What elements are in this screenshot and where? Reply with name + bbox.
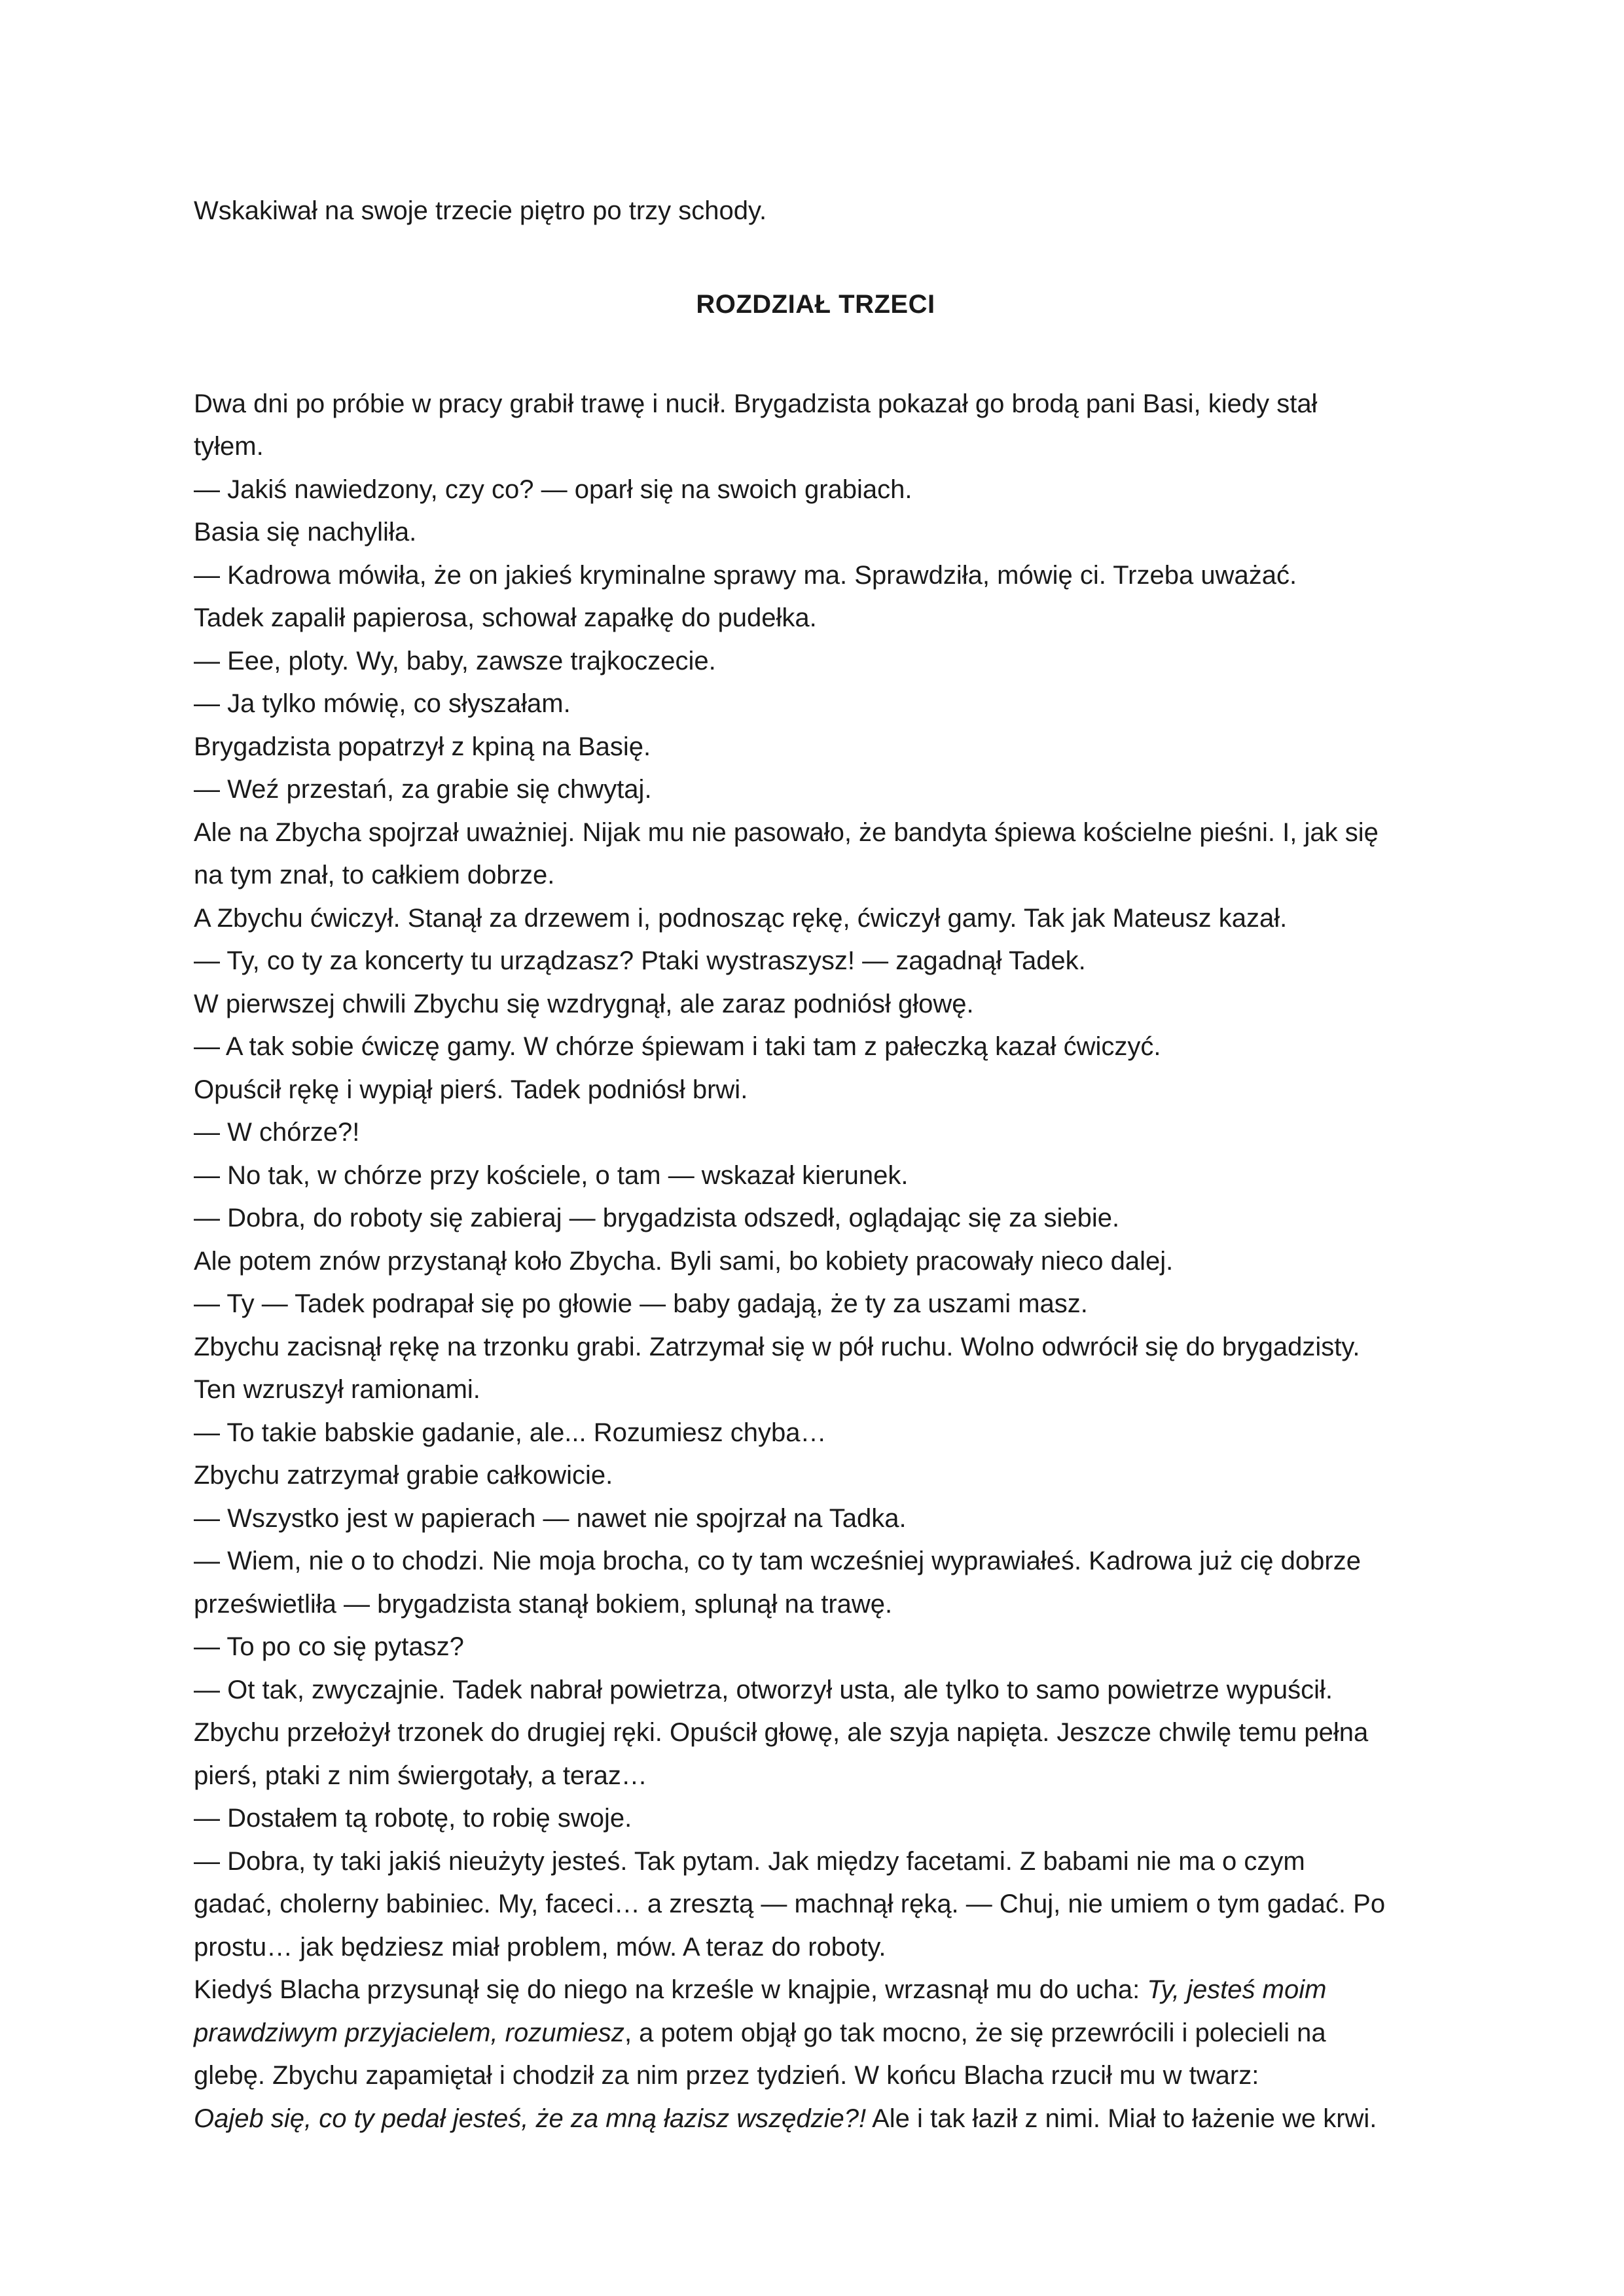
text-line <box>194 640 1437 683</box>
text-line <box>194 425 1437 469</box>
text-run: Ten wzruszył ramionami. <box>194 1375 480 1404</box>
text-run: — W chórze?! <box>194 1118 360 1147</box>
text-line <box>194 1669 1437 1712</box>
text-run: — Ja tylko mówię, co słyszałam. <box>194 689 571 718</box>
text-line <box>194 1069 1437 1112</box>
text-line <box>194 1840 1437 1884</box>
text-run: Basia się nachyliła. <box>194 518 417 547</box>
text-line <box>194 1369 1437 1412</box>
text-line <box>194 1926 1437 1969</box>
text-run: — To takie babskie gadanie, ale... Rozumiesz chyba… <box>194 1418 827 1447</box>
text-run: Ale i tak łaził z nimi. Miał to łażenie we krwi. <box>866 2104 1377 2133</box>
text-run: Zbychu zatrzymał grabie całkowicie. <box>194 1461 613 1490</box>
text-line <box>194 1626 1437 1669</box>
text-line <box>194 2012 1437 2055</box>
text-run: glebę. Zbychu zapamiętał i chodził za nim przez tydzień. W końcu Blacha rzucił mu w twarz: <box>194 2061 1259 2090</box>
text-run: A Zbychu ćwiczył. Stanął za drzewem i, podnosząc rękę, ćwiczył gamy. Tak jak Mateusz kazał. <box>194 903 1288 933</box>
text-run: — Eee, ploty. Wy, baby, zawsze trajkoczecie. <box>194 646 716 675</box>
text-line <box>194 854 1437 897</box>
text-run: Ale na Zbycha spojrzał uważniej. Nijak mu nie pasowało, że bandyta śpiewa kościelne pieśni. I, jak się <box>194 817 1379 847</box>
text-line <box>194 2098 1437 2141</box>
document-page <box>194 190 1437 2140</box>
opening-line: Wskakiwał na swoje trzecie piętro po trzy schody. <box>194 196 767 225</box>
text-line <box>194 983 1437 1026</box>
text-line <box>194 383 1437 426</box>
text-line <box>194 1240 1437 1283</box>
text-line <box>194 469 1437 512</box>
text-run: prostu… jak będziesz miał problem, mów. A teraz do roboty. <box>194 1932 886 1962</box>
chapter-title: ROZDZIAŁ TRZECI <box>696 289 935 319</box>
text-line <box>194 1712 1437 1755</box>
text-run: — Dobra, do roboty się zabieraj — brygadzista odszedł, oglądając się za siebie. <box>194 1204 1120 1232</box>
text-run: — Wiem, nie o to chodzi. Nie moja brocha, co ty tam wcześniej wyprawiałeś. Kadrowa już cię dobrze <box>194 1547 1361 1575</box>
text-line <box>194 1026 1437 1069</box>
text-line <box>194 726 1437 769</box>
text-line <box>194 1283 1437 1326</box>
text-line <box>194 1969 1437 2012</box>
text-line <box>194 897 1437 941</box>
text-run: — A tak sobie ćwiczę gamy. W chórze śpiewam i taki tam z pałeczką kazał ćwiczyć. <box>194 1032 1161 1061</box>
text-run: — Ot tak, zwyczajnie. Tadek nabrał powietrza, otworzył usta, ale tylko to samo powietrze wypuścił. <box>194 1675 1333 1704</box>
text-line <box>194 554 1437 598</box>
text-line <box>194 1540 1437 1583</box>
text-run: tyłem. <box>194 432 264 461</box>
text-line <box>194 1197 1437 1240</box>
text-run: — Kadrowa mówiła, że on jakieś kryminalne sprawy ma. Sprawdziła, mówię ci. Trzeba uważać. <box>194 560 1297 590</box>
text-run: Zbychu zacisnął rękę na trzonku grabi. Zatrzymał się w pół ruchu. Wolno odwrócił się do brygadzisty. <box>194 1332 1360 1361</box>
text-line <box>194 768 1437 812</box>
text-line <box>194 1755 1437 1798</box>
text-run: gadać, cholerny babiniec. My, faceci… a zresztą — machnął ręką. — Chuj, nie umiem o tym gadać. Po <box>194 1890 1386 1918</box>
text-run: Opuścił rękę i wypiął pierś. Tadek podniósł brwi. <box>194 1075 748 1104</box>
text-line <box>194 812 1437 855</box>
text-line <box>194 1412 1437 1455</box>
text-run: pierś, ptaki z nim świergotały, a teraz… <box>194 1761 647 1790</box>
text-line <box>194 1883 1437 1926</box>
text-run: — Ty — Tadek podrapał się po głowie — baby gadają, że ty za uszami masz. <box>194 1289 1088 1318</box>
text-line <box>194 1155 1437 1198</box>
text-line <box>194 1326 1437 1369</box>
text-run: — Wszystko jest w papierach — nawet nie spojrzał na Tadka. <box>194 1503 907 1533</box>
text-line <box>194 1111 1437 1155</box>
text-run: Tadek zapalił papierosa, schował zapałkę do pudełka. <box>194 603 817 632</box>
text-run: — Dostałem tą robotę, to robię swoje. <box>194 1804 632 1833</box>
text-run: — Jakiś nawiedzony, czy co? — oparł się na swoich grabiach. <box>194 475 912 504</box>
italic-text-run: Ty, jesteś moim <box>1147 1975 1327 2004</box>
text-run: — Weź przestań, za grabie się chwytaj. <box>194 775 652 804</box>
text-run: W pierwszej chwili Zbychu się wzdrygnął, ale zaraz podniósł głowę. <box>194 989 974 1018</box>
text-line <box>194 2054 1437 2098</box>
text-line <box>194 1454 1437 1498</box>
text-run: Ale potem znów przystanął koło Zbycha. Byli sami, bo kobiety pracowały nieco dalej. <box>194 1246 1174 1276</box>
text-run: , a potem objął go tak mocno, że się przewrócili i polecieli na <box>624 2018 1326 2047</box>
text-run: — To po co się pytasz? <box>194 1632 464 1661</box>
text-run: — No tak, w chórze przy kościele, o tam — wskazał kierunek. <box>194 1160 909 1190</box>
text-run: — Ty, co ty za koncerty tu urządzasz? Ptaki wystraszysz! — zagadnął Tadek. <box>194 946 1086 975</box>
text-line <box>194 1498 1437 1541</box>
body-text <box>194 383 1437 2141</box>
text-run: Zbychu przełożył trzonek do drugiej ręki. Opuścił głowę, ale szyja napięta. Jeszcze chwilę temu pełna <box>194 1718 1369 1747</box>
text-line <box>194 683 1437 726</box>
text-line <box>194 1583 1437 1626</box>
text-run: Dwa dni po próbie w pracy grabił trawę i nucił. Brygadzista pokazał go brodą pani Basi, kiedy stał <box>194 389 1318 418</box>
text-run: Kiedyś Blacha przysunął się do niego na krześle w knajpie, wrzasnął mu do ucha: <box>194 1975 1147 2004</box>
italic-text-run: Oajeb się, co ty pedał jesteś, że za mną łazisz wszędzie?! <box>194 2104 867 2133</box>
text-run: na tym znał, to całkiem dobrze. <box>194 861 555 889</box>
text-line <box>194 511 1437 554</box>
text-line <box>194 940 1437 983</box>
text-run: — Dobra, ty taki jakiś nieużyty jesteś. Tak pytam. Jak między facetami. Z babami nie ma o czym <box>194 1846 1305 1876</box>
text-line <box>194 1797 1437 1840</box>
text-line <box>194 597 1437 640</box>
text-run: Brygadzista popatrzył z kpiną na Basię. <box>194 732 651 761</box>
italic-text-run: prawdziwym przyjacielem, rozumiesz <box>194 2018 624 2047</box>
text-run: prześwietliła — brygadzista stanął bokiem, splunął na trawę. <box>194 1589 893 1619</box>
